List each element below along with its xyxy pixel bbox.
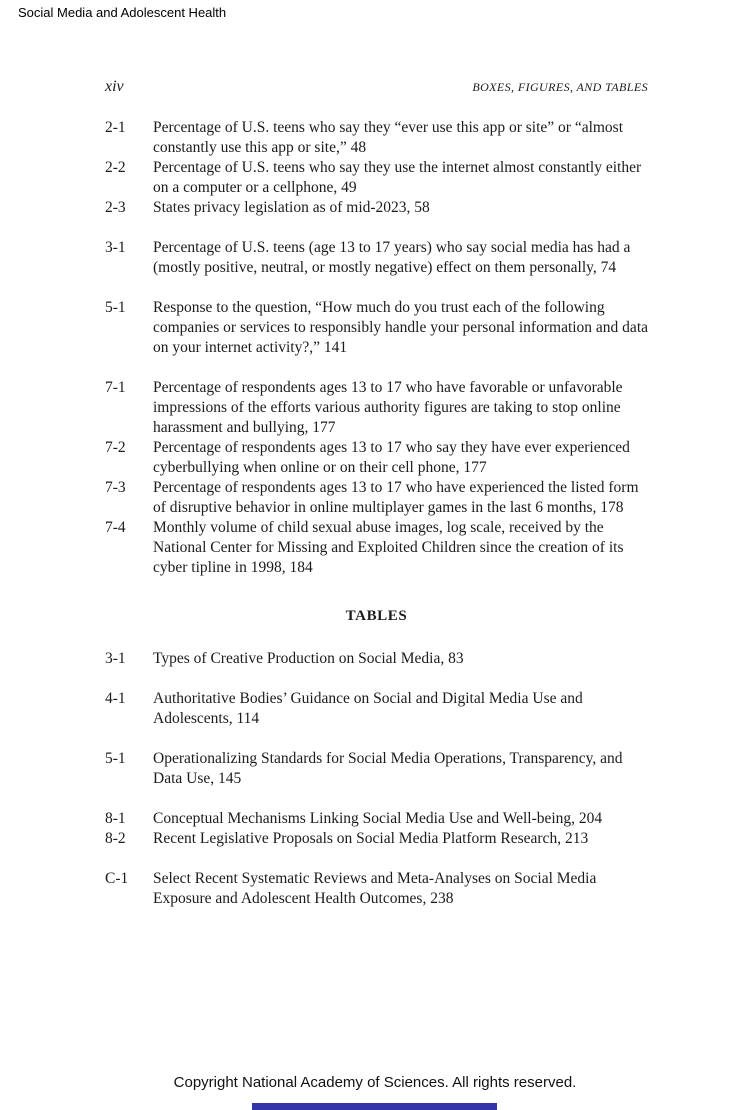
copyright-footer: Copyright National Academy of Sciences. All rights reserved. bbox=[173, 1074, 577, 1091]
toc-entry bbox=[105, 238, 648, 278]
toc-entry bbox=[105, 649, 648, 669]
document-title: Social Media and Adolescent Health bbox=[18, 5, 227, 20]
entry-group bbox=[105, 118, 648, 218]
toc-entry bbox=[105, 749, 648, 789]
toc-entry bbox=[105, 378, 648, 438]
toc-entry bbox=[105, 298, 648, 358]
entry-text: Select Recent Systematic Reviews and Meta-Analyses on Social Media Exposure and Adolescent Health Outcomes, 238 bbox=[153, 870, 597, 907]
entry-label: 3-1 bbox=[105, 239, 126, 256]
entry-text: Types of Creative Production on Social Media, 83 bbox=[153, 650, 464, 667]
entry-label: 8-2 bbox=[105, 830, 126, 847]
entry-label: 7-2 bbox=[105, 439, 126, 456]
entry-label: 8-1 bbox=[105, 810, 126, 827]
tables-heading: TABLES bbox=[345, 608, 408, 624]
toc-entry bbox=[105, 689, 648, 729]
entry-label: 7-3 bbox=[105, 479, 126, 496]
entry-text: Operationalizing Standards for Social Media Operations, Transparency, and Data Use, 145 bbox=[153, 750, 623, 787]
entry-text: Conceptual Mechanisms Linking Social Media Use and Well-being, 204 bbox=[153, 810, 603, 827]
entry-text: Percentage of respondents ages 13 to 17 who say they have ever experienced cyberbullying when online or on their cell phone, 177 bbox=[153, 439, 630, 476]
entry-label: 5-1 bbox=[105, 299, 126, 316]
entry-label: 7-4 bbox=[105, 519, 126, 536]
page-body bbox=[105, 78, 648, 909]
toc-entry bbox=[105, 829, 648, 849]
toc-entry bbox=[105, 809, 648, 829]
running-head: BOXES, FIGURES, AND TABLES bbox=[472, 80, 648, 94]
entry-text: Percentage of respondents ages 13 to 17 who have favorable or unfavorable impressions of the efforts various authority figures are taking to stop online harassment and bullying, 177 bbox=[153, 379, 623, 436]
entry-text: Authoritative Bodies’ Guidance on Social and Digital Media Use and Adolescents, 114 bbox=[153, 690, 583, 727]
entry-text: Recent Legislative Proposals on Social Media Platform Research, 213 bbox=[153, 830, 589, 847]
entry-label: 7-1 bbox=[105, 379, 126, 396]
entry-group bbox=[105, 869, 648, 909]
entry-text: Percentage of U.S. teens (age 13 to 17 years) who say social media has had a (mostly positive, neutral, or mostly negative) effect on them personally, 74 bbox=[153, 239, 631, 276]
entry-label: 4-1 bbox=[105, 690, 126, 707]
footer-rule bbox=[252, 1103, 497, 1110]
entry-group bbox=[105, 378, 648, 578]
toc-entry bbox=[105, 518, 648, 578]
entry-group bbox=[105, 749, 648, 789]
figures-list bbox=[105, 118, 648, 578]
entry-group bbox=[105, 238, 648, 278]
toc-entry bbox=[105, 438, 648, 478]
entry-text: Response to the question, “How much do you trust each of the following companies or services to responsibly handle your personal information and data on your internet activity?,” 141 bbox=[153, 299, 649, 356]
toc-entry bbox=[105, 198, 648, 218]
toc-entry bbox=[105, 478, 648, 518]
entry-text: Percentage of U.S. teens who say they use the internet almost constantly either on a computer or a cellphone, 49 bbox=[153, 159, 642, 196]
entry-label: C-1 bbox=[105, 870, 129, 887]
toc-entry bbox=[105, 158, 648, 198]
entry-text: Percentage of U.S. teens who say they “ever use this app or site” or “almost constantly use this app or site,” 48 bbox=[153, 119, 624, 156]
toc-entry bbox=[105, 869, 648, 909]
entry-label: 5-1 bbox=[105, 750, 126, 767]
entry-text: Percentage of respondents ages 13 to 17 who have experienced the listed form of disruptive behavior in online multiplayer games in the last 6 months, 178 bbox=[153, 479, 639, 516]
entry-group bbox=[105, 298, 648, 358]
page-head bbox=[105, 78, 648, 96]
entry-label: 2-3 bbox=[105, 199, 126, 216]
entry-text: Monthly volume of child sexual abuse images, log scale, received by the National Center for Missing and Exploited Children since the creation of its cyber tipline in 1998, 184 bbox=[153, 519, 624, 576]
entry-group bbox=[105, 809, 648, 849]
entry-label: 2-1 bbox=[105, 119, 126, 136]
entry-label: 3-1 bbox=[105, 650, 126, 667]
entry-label: 2-2 bbox=[105, 159, 126, 176]
toc-entry bbox=[105, 118, 648, 158]
entry-text: States privacy legislation as of mid-2023, 58 bbox=[153, 199, 430, 216]
entry-group bbox=[105, 689, 648, 729]
entry-group bbox=[105, 649, 648, 669]
page-number: xiv bbox=[105, 78, 124, 95]
tables-list bbox=[105, 649, 648, 909]
